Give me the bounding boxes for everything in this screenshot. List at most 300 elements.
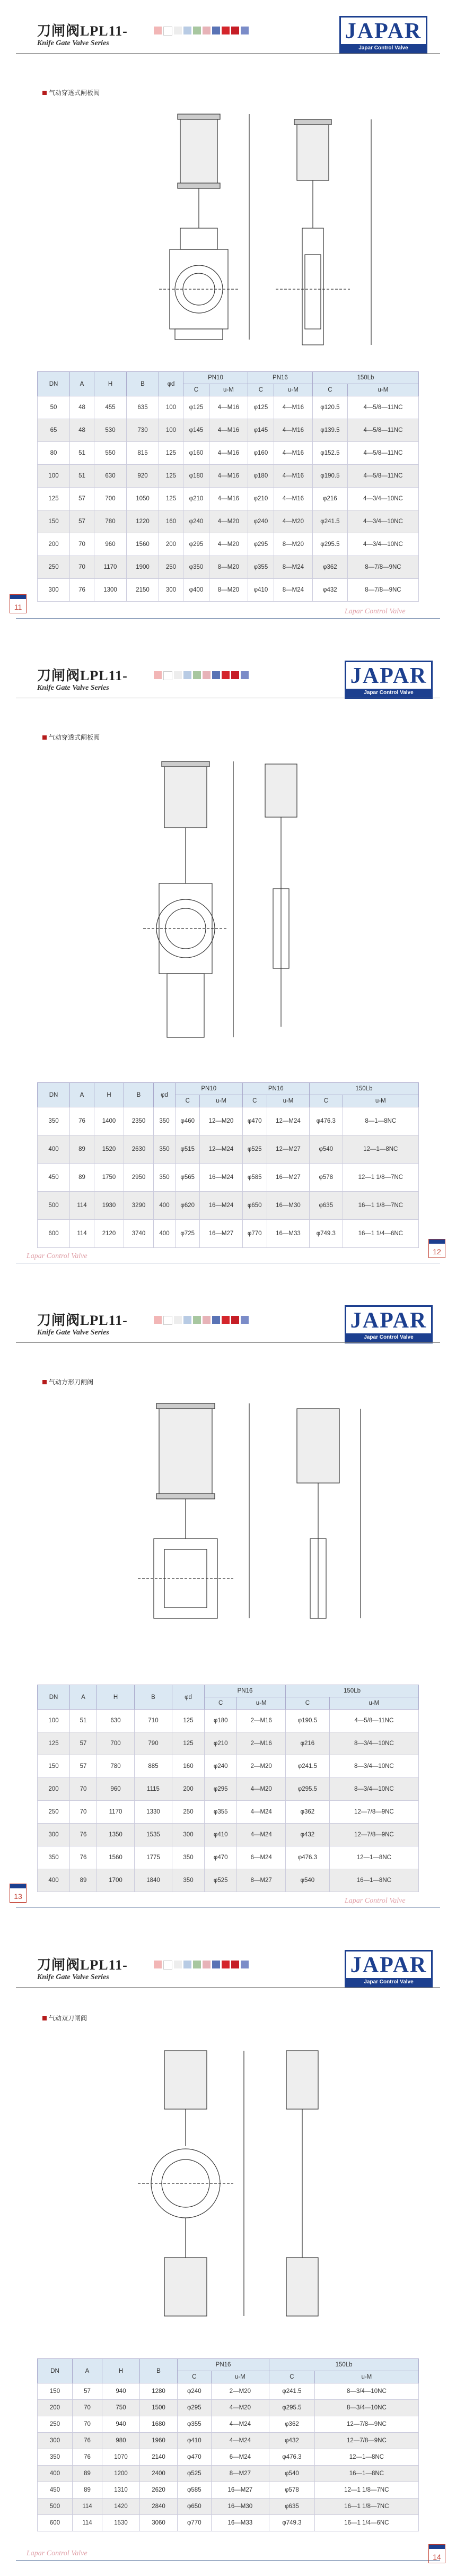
table-cell: 16—M33 [211,2515,269,2531]
table-cell: φ240 [248,510,274,533]
table-cell: 12—M24 [200,1135,242,1164]
table-cell: φ210 [205,1732,237,1755]
table-cell: 780 [94,510,127,533]
table-cell: 350 [38,1846,70,1869]
table-cell: 125 [38,1732,70,1755]
footer-rule [16,2560,440,2561]
table-row [38,2449,419,2466]
table-cell: φ725 [176,1220,200,1248]
table-cell: φ362 [269,2416,315,2433]
header-subtitle: Knife Gate Valve Series [37,1329,109,1337]
table-cell: 635 [127,396,159,419]
logo-wordmark: JAPAR [345,19,422,44]
table-cell: 300 [172,1824,205,1846]
table-cell: 450 [38,1164,70,1192]
table-cell: φ410 [248,579,274,602]
table-cell: 630 [94,465,127,488]
table-cell: φ635 [310,1192,343,1220]
table-cell: 89 [70,1869,97,1892]
table-row [38,1732,419,1755]
header-title: 刀闸阀LPL11- [37,1957,128,1973]
table-cell: 12—1 1/8—7NC [314,2482,418,2499]
table-cell: 2—M20 [237,1755,286,1778]
table-cell: 8—7/8—9NC [347,579,418,602]
table-cell: 16—1—8NC [314,2466,418,2482]
table-cell: 1930 [94,1192,124,1220]
table-cell: φ635 [269,2499,315,2515]
table-cell: φ190.5 [286,1710,330,1732]
table-cell: φ295 [205,1778,237,1801]
table-cell: 400 [38,2466,73,2482]
table-cell: 12—1—8NC [329,1846,418,1869]
table-cell: 100 [159,419,183,442]
table-row [38,2400,419,2416]
table-cell: 76 [70,1107,94,1135]
logo-wordmark: JAPAR [350,1953,427,1977]
table-cell: 4—5/8—11NC [347,442,418,465]
table-row [38,442,419,465]
table-cell: 125 [172,1732,205,1755]
table-row [38,2515,419,2531]
table-body [38,1710,419,1892]
table-cell: φ578 [269,2482,315,2499]
table-cell: 530 [94,419,127,442]
table-cell: 8—3/4—10NC [329,1778,418,1801]
table-row [38,1135,419,1164]
table-cell: 250 [38,1801,70,1824]
table-cell: 12—M24 [267,1107,309,1135]
header-subtitle: Knife Gate Valve Series [37,39,109,47]
header-title: 刀闸阀LPL11- [37,1313,128,1328]
table-cell: 4—5/8—11NC [347,396,418,419]
table-cell: 1840 [135,1869,172,1892]
table-cell: 51 [70,1710,97,1732]
logo-tagline: Japar Control Valve [341,44,426,53]
table-cell: φ120.5 [312,396,347,419]
table-cell: 1170 [94,556,127,579]
table-cell: φ355 [178,2416,212,2433]
table-header-row: DN A H B PN16 150Lb [38,2359,419,2371]
table-cell: 4—M16 [209,488,248,510]
table-cell: 16—1 1/4—6NC [314,2515,418,2531]
table-cell: 4—M16 [209,419,248,442]
table-cell: φ620 [176,1192,200,1220]
table-cell: 8—1—8NC [343,1107,418,1135]
table-cell: 4—M24 [211,2416,269,2433]
table-cell: 1050 [127,488,159,510]
table-cell: 8—M27 [211,2466,269,2482]
section-heading: 气动方形刀闸阀 [42,1377,93,1386]
table-row [38,396,419,419]
table-cell: 600 [38,1220,70,1248]
table-subheader-row: C u-M C u-M C u-M [38,1095,419,1107]
table-cell: 48 [70,419,94,442]
table-cell: 8—M20 [209,556,248,579]
table-cell: 4—M20 [209,533,248,556]
table-cell: 4—3/4—10NC [347,488,418,510]
table-cell: 4—M24 [237,1824,286,1846]
table-cell: 2840 [140,2499,178,2515]
footer-brand: Lapar Control Valve [27,1252,87,1260]
table-cell: 114 [70,1220,94,1248]
table-row [38,1192,419,1220]
table-header-row: DN A H B φd PN16 150Lb [38,1685,419,1697]
table-cell: 250 [172,1801,205,1824]
table-cell: 350 [172,1869,205,1892]
table-cell: 4—M16 [209,396,248,419]
footer-brand: Lapar Control Valve [345,1897,406,1905]
table-cell: 300 [38,1824,70,1846]
table-row [38,510,419,533]
table-body [38,2383,419,2531]
table-cell: 2400 [140,2466,178,2482]
catalog-page-14 [0,1934,456,2576]
table-cell: 1115 [135,1778,172,1801]
table-cell: 125 [172,1710,205,1732]
table-cell: φ362 [286,1801,330,1824]
table-cell: φ295 [248,533,274,556]
table-cell: 16—M27 [211,2482,269,2499]
table-cell: φ180 [205,1710,237,1732]
table-cell: 12—1—8NC [314,2449,418,2466]
table-cell: 125 [159,442,183,465]
table-subheader-row: C u-M C u-M C u-M [38,384,419,396]
page-number: 13 [10,1884,27,1903]
table-cell: 2—M20 [211,2383,269,2400]
table-cell: 1220 [127,510,159,533]
spec-table [37,371,419,602]
table-cell: 450 [38,2482,73,2499]
table-cell: 200 [38,2400,73,2416]
table-cell: 4—M16 [209,442,248,465]
table-cell: φ650 [242,1192,267,1220]
logo-tagline: Japar Control Valve [346,1333,431,1342]
table-cell: 3740 [124,1220,154,1248]
table-cell: 350 [38,1107,70,1135]
table-cell: φ470 [205,1846,237,1869]
table-row [38,2433,419,2449]
table-cell: 89 [70,1135,94,1164]
table-cell: 980 [102,2433,140,2449]
table-cell: φ770 [178,2515,212,2531]
table-cell: φ295 [183,533,209,556]
table-cell: 400 [154,1220,176,1248]
table-subheader-row: C u-M C u-M [38,2371,419,2383]
table-cell: 57 [70,1755,97,1778]
table-cell: 400 [154,1192,176,1220]
table-cell: 1400 [94,1107,124,1135]
table-cell: 4—M20 [211,2400,269,2416]
table-cell: 1520 [94,1135,124,1164]
table-cell: 4—5/8—11NC [347,419,418,442]
table-cell: φ139.5 [312,419,347,442]
table-cell: 2140 [140,2449,178,2466]
table-cell: 2—M16 [237,1710,286,1732]
table-cell: 8—3/4—10NC [329,1755,418,1778]
table-cell: 2150 [127,579,159,602]
table-cell: 1900 [127,556,159,579]
table-cell: φ540 [269,2466,315,2482]
table-cell: φ476.3 [286,1846,330,1869]
spec-table [37,1685,419,1892]
table-cell: 1280 [140,2383,178,2400]
table-cell: φ295.5 [269,2400,315,2416]
table-cell: 16—M27 [200,1220,242,1248]
table-cell: φ585 [242,1164,267,1192]
table-cell: 1420 [102,2499,140,2515]
table-cell: 100 [159,396,183,419]
header-subtitle: Knife Gate Valve Series [37,1973,109,1981]
table-cell: φ240 [178,2383,212,2400]
table-cell: 350 [154,1135,176,1164]
table-cell: 12—M20 [200,1107,242,1135]
table-cell: 160 [172,1755,205,1778]
table-cell: φ540 [286,1869,330,1892]
table-cell: 70 [73,2416,102,2433]
table-cell: 1330 [135,1801,172,1824]
table-cell: 50 [38,396,70,419]
table-cell: φ565 [176,1164,200,1192]
table-row [38,2416,419,2433]
table-cell: 51 [70,442,94,465]
table-cell: 76 [73,2449,102,2466]
table-cell: φ432 [312,579,347,602]
table-cell: 4—3/4—10NC [347,510,418,533]
table-cell: 16—1 1/8—7NC [314,2499,418,2515]
section-heading: 气动穿透式闸板阀 [42,88,100,97]
table-cell: 16—1 1/4—6NC [343,1220,418,1248]
table-cell: 4—M20 [274,510,312,533]
table-cell: φ476.3 [310,1107,343,1135]
table-cell: 150 [38,2383,73,2400]
table-cell: 2120 [94,1220,124,1248]
table-cell: 8—7/8—9NC [347,556,418,579]
footer-brand: Lapar Control Valve [27,2549,87,2557]
table-cell: 780 [97,1755,135,1778]
table-cell: 4—M24 [211,2433,269,2449]
table-cell: φ145 [183,419,209,442]
table-cell: 70 [70,556,94,579]
table-cell: 89 [73,2482,102,2499]
table-cell: 1960 [140,2433,178,2449]
table-cell: 2950 [124,1164,154,1192]
table-cell: 125 [38,488,70,510]
table-cell: 8—M24 [274,556,312,579]
table-cell: 350 [172,1846,205,1869]
table-cell: 1535 [135,1824,172,1846]
table-row [38,2482,419,2499]
table-cell: φ585 [178,2482,212,2499]
table-cell: φ210 [183,488,209,510]
table-cell: 48 [70,396,94,419]
catalog-page-12 [0,645,456,1281]
table-cell: 1750 [94,1164,124,1192]
table-cell: 114 [73,2499,102,2515]
table-cell: 16—M33 [267,1220,309,1248]
table-header-row: DN A H B φd PN10 PN16 150Lb [38,372,419,384]
table-cell: 8—M24 [274,579,312,602]
table-cell: 4—M16 [274,442,312,465]
table-cell: 12—7/8—9NC [314,2416,418,2433]
table-cell: 57 [70,510,94,533]
table-cell: φ525 [178,2466,212,2482]
table-cell: φ432 [269,2433,315,2449]
table-cell: 57 [70,488,94,510]
table-cell: 1070 [102,2449,140,2466]
table-row [38,1778,419,1801]
table-cell: φ145 [248,419,274,442]
table-cell: 8—3/4—10NC [314,2400,418,2416]
table-cell: φ749.3 [269,2515,315,2531]
table-cell: 200 [38,1778,70,1801]
table-cell: 2—M16 [237,1732,286,1755]
table-cell: 885 [135,1755,172,1778]
table-row [38,2466,419,2482]
table-cell: 500 [38,1192,70,1220]
table-cell: 8—3/4—10NC [314,2383,418,2400]
table-cell: φ410 [205,1824,237,1846]
table-row [38,1755,419,1778]
table-cell: φ295.5 [286,1778,330,1801]
table-cell: φ476.3 [269,2449,315,2466]
table-body [38,396,419,602]
section-heading: 气动双刀闸阀 [42,2014,87,2023]
table-cell: 4—M16 [274,396,312,419]
table-cell: 76 [70,579,94,602]
logo-tagline: Japar Control Valve [346,1978,431,1987]
table-cell: 100 [38,1710,70,1732]
table-cell: 3060 [140,2515,178,2531]
table-row [38,556,419,579]
table-cell: 57 [73,2383,102,2400]
table-cell: 4—M24 [237,1801,286,1824]
table-cell: 630 [97,1710,135,1732]
table-cell: 12—M27 [267,1135,309,1164]
logo-wordmark: JAPAR [350,1308,427,1333]
page-number: 11 [10,594,27,613]
catalog-page-11 [0,0,456,637]
table-cell: 150 [38,510,70,533]
table-row [38,1164,419,1192]
table-cell: 4—M16 [274,488,312,510]
table-cell: φ125 [183,396,209,419]
table-cell: 114 [70,1192,94,1220]
table-cell: φ525 [205,1869,237,1892]
table-row [38,1846,419,1869]
table-cell: 6—M24 [211,2449,269,2466]
table-cell: 960 [94,533,127,556]
table-cell: φ410 [178,2433,212,2449]
table-cell: φ190.5 [312,465,347,488]
table-cell: φ295.5 [312,533,347,556]
table-cell: 1170 [97,1801,135,1824]
table-cell: 70 [70,533,94,556]
table-cell: 1310 [102,2482,140,2499]
table-cell: 1680 [140,2416,178,2433]
table-cell: 89 [70,1164,94,1192]
table-cell: 200 [172,1778,205,1801]
table-subheader-row: C u-M C u-M [38,1697,419,1710]
table-cell: 16—1 1/8—7NC [343,1192,418,1220]
table-row [38,1107,419,1135]
table-cell: 4—M16 [274,465,312,488]
table-row [38,1801,419,1824]
table-cell: 16—M24 [200,1192,242,1220]
table-row [38,419,419,442]
table-row [38,1710,419,1732]
table-cell: 700 [94,488,127,510]
table-cell: 1560 [97,1846,135,1869]
table-cell: 1500 [140,2400,178,2416]
table-cell: 1775 [135,1846,172,1869]
table-cell: 12—7/8—9NC [314,2433,418,2449]
header-title: 刀闸阀LPL11- [37,23,128,39]
table-row [38,465,419,488]
table-cell: 76 [73,2433,102,2449]
table-cell: 940 [102,2416,140,2433]
table-cell: 150 [38,1755,70,1778]
table-cell: 1560 [127,533,159,556]
table-cell: 200 [159,533,183,556]
table-cell: 300 [38,2433,73,2449]
table-cell: φ125 [248,396,274,419]
catalog-page-13 [0,1289,456,1926]
table-cell: 125 [159,488,183,510]
table-cell: φ470 [178,2449,212,2466]
table-cell: φ241.5 [312,510,347,533]
table-cell: 2620 [140,2482,178,2499]
table-cell: 12—1 1/8—7NC [343,1164,418,1192]
table-row [38,1824,419,1846]
table-cell: 1700 [97,1869,135,1892]
table-cell: 76 [70,1846,97,1869]
table-cell: φ295 [178,2400,212,2416]
table-cell: 16—M30 [211,2499,269,2515]
table-cell: 89 [73,2466,102,2482]
table-cell: φ749.3 [310,1220,343,1248]
table-cell: 600 [38,2515,73,2531]
section-heading: 气动穿透式闸板阀 [42,733,100,742]
table-cell: 57 [70,1732,97,1755]
table-cell: 4—M16 [274,419,312,442]
table-cell: 4—3/4—10NC [347,533,418,556]
table-cell: 700 [97,1732,135,1755]
table-cell: 300 [159,579,183,602]
table-cell: φ241.5 [269,2383,315,2400]
table-cell: φ355 [205,1801,237,1824]
table-row [38,533,419,556]
table-cell: φ540 [310,1135,343,1164]
header-subtitle: Knife Gate Valve Series [37,684,109,692]
table-cell: 12—7/8—9NC [329,1824,418,1846]
table-cell: 1350 [97,1824,135,1846]
table-row [38,488,419,510]
table-row [38,1869,419,1892]
table-cell: 350 [38,2449,73,2466]
table-cell: 12—1—8NC [343,1135,418,1164]
header-title: 刀闸阀LPL11- [37,668,128,683]
table-row [38,1220,419,1248]
table-cell: 920 [127,465,159,488]
table-row [38,2499,419,2515]
table-cell: 70 [73,2400,102,2416]
table-cell: 76 [70,1824,97,1846]
table-cell: 815 [127,442,159,465]
table-cell: 400 [38,1135,70,1164]
table-cell: 80 [38,442,70,465]
table-row [38,579,419,602]
spec-table [37,1082,419,1248]
